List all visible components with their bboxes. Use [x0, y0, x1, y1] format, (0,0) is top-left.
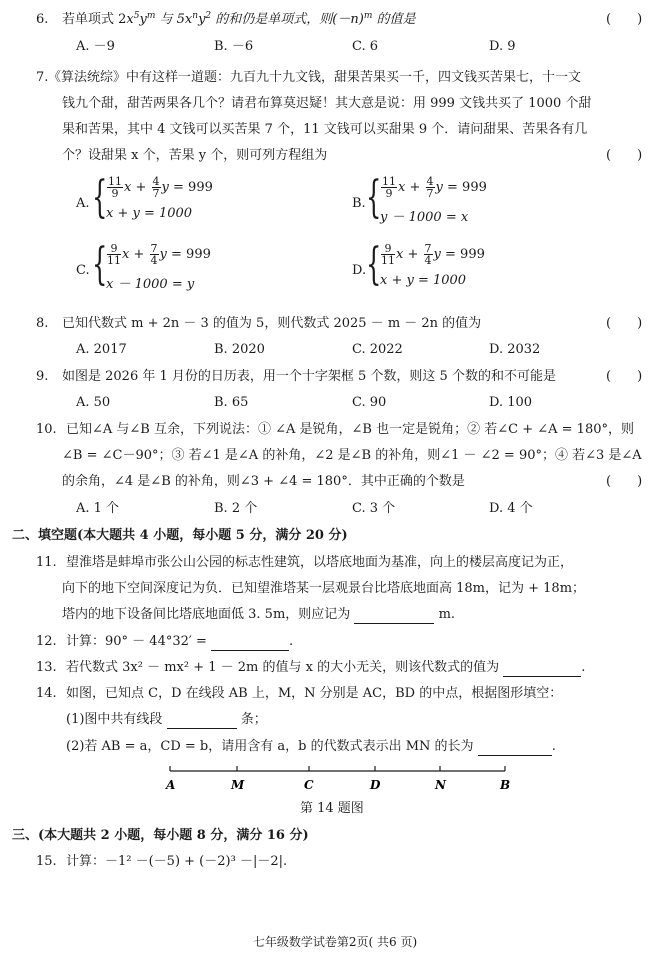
q8-option-d: D. 2032	[489, 342, 541, 357]
point-label-m: M	[231, 778, 245, 792]
point-label-c: C	[304, 778, 314, 792]
q8-answer-paren: ( )	[606, 316, 643, 331]
q14-stem: 如图，已知点 C，D 在线段 AB 上，M，N 分别是 AC，BD 的中点，根据图形填空：	[66, 686, 563, 701]
q14-figure-caption: 第 14 题图	[300, 801, 364, 816]
q7-option-d-eq1: $\frac{9}{11}$ x + $\frac{7}{4}$ y = 999	[381, 242, 485, 267]
point-label-n: N	[435, 778, 446, 792]
q10-option-d: D. 4 个	[489, 501, 533, 516]
q7-option-a-eq1: $\frac{11}{9}$ x + $\frac{4}{7}$ y = 999	[108, 175, 213, 200]
q6-answer-paren: ( )	[606, 12, 643, 27]
q9-option-a: A. 50	[76, 395, 111, 410]
q7-option-a-label: A.	[76, 196, 90, 211]
q10-option-b: B. 2 个	[214, 501, 258, 516]
q6-stem	[62, 12, 416, 28]
q12-stem-text: 计算：90° － 44°32′ =	[66, 634, 207, 649]
q11-number: 11.	[36, 555, 57, 570]
q11-line-3-text: 塔内的地下设备间比塔底地面低 3. 5m，则应记为	[62, 607, 351, 622]
q11-unit: m.	[438, 607, 456, 622]
section-3-title: 三、(本大题共 2 小题，每小题 8 分，满分 16 分)	[12, 828, 309, 843]
q6-stem-text: 若单项式 2	[62, 12, 127, 27]
q8-option-a: A. 2017	[76, 342, 127, 357]
q7-option-c-eq2: x － 1000 = y	[106, 277, 195, 292]
q7-option-b-brace: {	[366, 172, 382, 223]
q10-line-1: 已知∠A 与∠B 互余，下列说法：① ∠A 是锐角，∠B 也一定是锐角；② 若∠C + ∠A = 180°，则	[66, 422, 634, 437]
q13-number: 13.	[36, 660, 57, 675]
q7-line-2: 钱九个甜，甜苦两果各几个？请君布算莫迟疑！其大意是说：用 999 文钱共买了 1000 个甜	[62, 96, 592, 111]
q10-line-2: ∠B = ∠C－90°；③ 若∠1 是∠A 的补角，∠2 是∠B 的补角，则∠1 － ∠2 = 90°；④ 若∠3 是∠A	[62, 448, 642, 463]
q7-option-a-eq2: x + y = 1000	[106, 206, 193, 221]
q14-sub-2-end: .	[551, 739, 556, 754]
q6-option-a: A. －9	[76, 39, 115, 54]
q14-number: 14.	[36, 686, 57, 701]
q14-sub-1-blank[interactable]	[167, 712, 237, 729]
q15-stem: 计算：－1² －(－5) + (－2)³ －|－2|.	[66, 854, 288, 869]
q9-option-b: B. 65	[214, 395, 249, 410]
q11-line-1: 望淮塔是蚌埠市张公山公园的标志性建筑，以塔底地面为基准，向上的楼层高度记为正，	[66, 555, 574, 570]
q12-number: 12.	[36, 634, 57, 649]
q13-period: .	[581, 660, 586, 675]
q7-option-d-system	[366, 239, 586, 291]
q11-answer-blank[interactable]	[354, 607, 434, 624]
q7-option-c-label: C.	[76, 263, 90, 278]
q8-number: 8.	[36, 316, 49, 331]
q6-option-b: B. －6	[214, 39, 254, 54]
q13-stem-text: 若代数式 3x² － mx² + 1 － 2m 的值与 x 的大小无关，则该代数式的值为	[66, 660, 500, 675]
q7-option-b-label: B.	[352, 196, 366, 211]
q11-line-2: 向下的地下空间深度记为负．已知望淮塔某一层观景台比塔底地面高 18m，记为 + 18m；	[62, 581, 586, 596]
q14-sub-1-text: (1)图中共有线段	[66, 712, 163, 727]
q7-option-c-system	[92, 239, 312, 292]
q7-option-d-brace: {	[366, 239, 382, 290]
point-label-d: D	[370, 778, 381, 792]
point-label-b: B	[500, 778, 511, 792]
q7-option-c-eq1: $\frac{9}{11}$ x + $\frac{7}{4}$ y = 999	[107, 242, 211, 267]
q7-line-4: 个？设甜果 x 个，苦果 y 个，则可列方程组为	[62, 148, 328, 163]
q7-option-d-eq2: x + y = 1000	[380, 273, 467, 288]
q7-answer-paren: ( )	[606, 148, 643, 163]
q12-answer-blank[interactable]	[211, 634, 289, 651]
q8-option-c: C. 2022	[352, 342, 403, 357]
q7-option-a-system	[92, 172, 312, 224]
q6-stem-math: $x^5y^m$ 与 $5x^ny^2$ 的和仍是单项式，则$(-n)^m$ 的值是	[126, 11, 416, 27]
q10-answer-paren: ( )	[606, 474, 643, 489]
section-2-title: 二、填空题(本大题共 4 小题，每小题 5 分，满分 20 分)	[12, 528, 348, 543]
point-label-a: A	[166, 778, 176, 792]
q14-line-segment-figure	[160, 763, 520, 803]
q7-option-c-brace: {	[92, 239, 108, 290]
q7-number: 7.	[36, 70, 49, 85]
q15-number: 15.	[36, 854, 57, 869]
q8-stem: 已知代数式 m + 2n － 3 的值为 5，则代数式 2025 － m － 2n 的值为	[62, 316, 482, 331]
q14-sub-2-blank[interactable]	[478, 739, 552, 756]
q7-option-b-system	[366, 172, 586, 225]
q8-option-b: B. 2020	[214, 342, 265, 357]
q14-sub-1-end: 条；	[240, 712, 267, 727]
q7-line-1: 《算法统综》中有这样一道题：九百九十九文钱，甜果苦果买一千，四文钱买苦果七，十一文	[48, 70, 582, 85]
q10-option-c: C. 3 个	[352, 501, 396, 516]
q11-line-3	[62, 607, 455, 624]
q7-option-a-brace: {	[92, 172, 108, 223]
q14-sub-1	[66, 712, 267, 729]
q10-number: 10.	[36, 422, 57, 437]
q9-number: 9.	[36, 369, 49, 384]
q12-stem	[66, 634, 293, 651]
q9-stem: 如图是 2026 年 1 月份的日历表，用一个十字架框 5 个数，则这 5 个数的和不可能是	[62, 369, 556, 384]
q7-line-3: 果和苦果，其中 4 文钱可以买苦果 7 个，11 文钱可以买甜果 9 个．请问甜果、苦果各有几	[62, 122, 588, 137]
q7-option-d-label: D.	[352, 263, 367, 278]
page-footer: 七年级数学试卷第2页( 共6 页)	[252, 935, 418, 949]
q9-option-d: D. 100	[489, 395, 533, 410]
q14-sub-2-text: (2)若 AB = a，CD = b，请用含有 a，b 的代数式表示出 MN 的长为	[66, 739, 474, 754]
q7-option-b-eq1: $\frac{11}{9}$ x + $\frac{4}{7}$ y = 999	[382, 175, 487, 200]
q6-number: 6.	[36, 12, 49, 27]
q9-option-c: C. 90	[352, 395, 387, 410]
q10-line-3: 的余角，∠4 是∠B 的补角，则∠3 + ∠4 = 180°．其中正确的个数是	[62, 474, 465, 489]
q14-sub-2	[66, 739, 556, 756]
q12-period: .	[289, 634, 294, 649]
q6-option-d: D. 9	[489, 39, 516, 54]
q13-answer-blank[interactable]	[503, 660, 581, 677]
q10-option-a: A. 1 个	[76, 501, 120, 516]
q13-stem	[66, 660, 585, 677]
q6-option-c: C. 6	[352, 39, 379, 54]
q9-answer-paren: ( )	[606, 369, 643, 384]
q7-option-b-eq2: y － 1000 = x	[380, 210, 469, 225]
